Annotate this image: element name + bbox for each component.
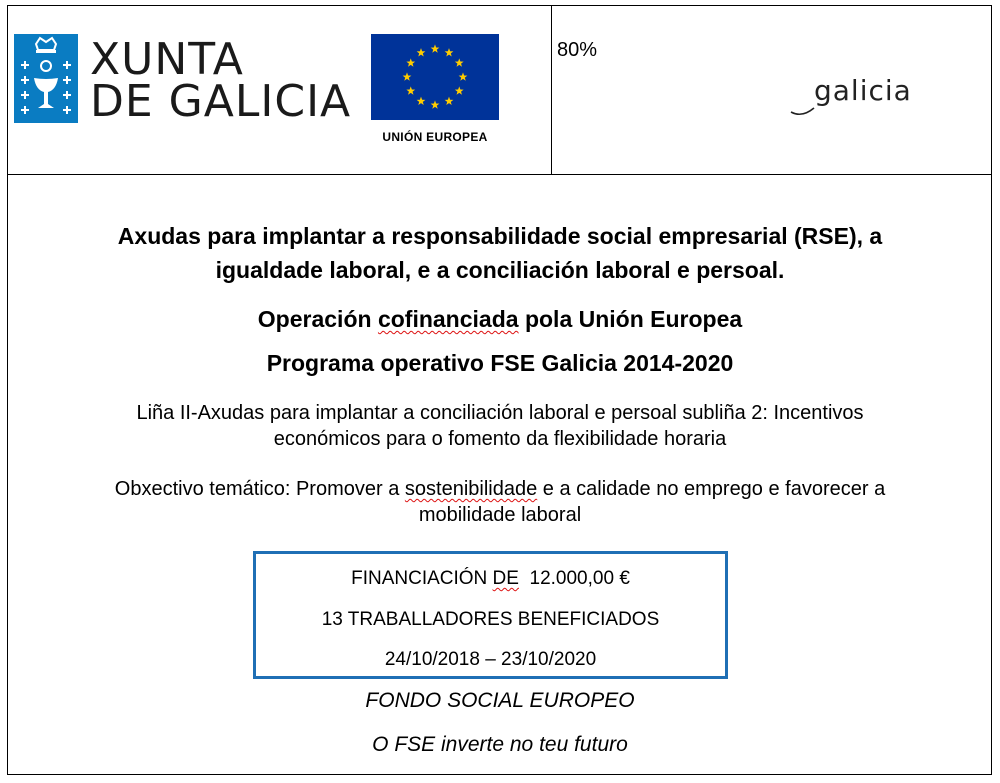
fund-name: FONDO SOCIAL EUROPEO bbox=[365, 689, 635, 712]
header-divider bbox=[551, 6, 552, 174]
cofinancing-line: Operación cofinanciada pola Unión Europea bbox=[257, 306, 743, 332]
header-bottom-border bbox=[8, 174, 991, 175]
spellcheck-word-sostenibilidade: sostenibilidade bbox=[404, 478, 538, 500]
title-line1: Axudas para implantar a responsabilidade social empresarial (RSE), a bbox=[117, 223, 883, 249]
beneficiary-workers: 13 TRABALLADORES BENEFICIADOS bbox=[321, 609, 660, 630]
line-description: Liña II-Axudas para implantar a conciliación laboral e persoal subliña 2: Incentivos económicos para o fomento da flexibilidade horaria bbox=[136, 402, 864, 450]
xunta-line1: XUNTA bbox=[90, 34, 244, 85]
eu-flag-icon bbox=[371, 34, 499, 120]
financing-amount: FINANCIACIÓN DE 12.000,00 € bbox=[351, 568, 630, 589]
programme-line: Programa operativo FSE Galicia 2014-2020 bbox=[266, 350, 734, 376]
eu-label: UNIÓN EUROPEA bbox=[382, 130, 488, 144]
financing-box bbox=[253, 551, 728, 679]
cofinancing-percentage: 80% bbox=[557, 39, 598, 61]
xunta-shield-icon bbox=[14, 34, 78, 123]
spellcheck-word-cofinanciada: cofinanciada bbox=[377, 306, 519, 332]
financing-dates: 24/10/2018 – 23/10/2020 bbox=[384, 649, 597, 670]
xunta-line2: DE GALICIA bbox=[90, 76, 352, 127]
xunta-wordmark bbox=[90, 34, 352, 127]
slogan: O FSE inverte no teu futuro bbox=[372, 733, 628, 756]
galicia-brand-logo bbox=[788, 66, 918, 122]
title-line2: igualdade laboral, e a conciliación laboral e persoal. bbox=[215, 257, 785, 283]
svg-text:galicia: galicia bbox=[814, 74, 912, 107]
thematic-objective: Obxectivo temático: Promover a sostenibilidade e a calidade no emprego e favorecer a mobilidade laboral bbox=[114, 478, 886, 526]
title bbox=[0, 219, 1000, 287]
